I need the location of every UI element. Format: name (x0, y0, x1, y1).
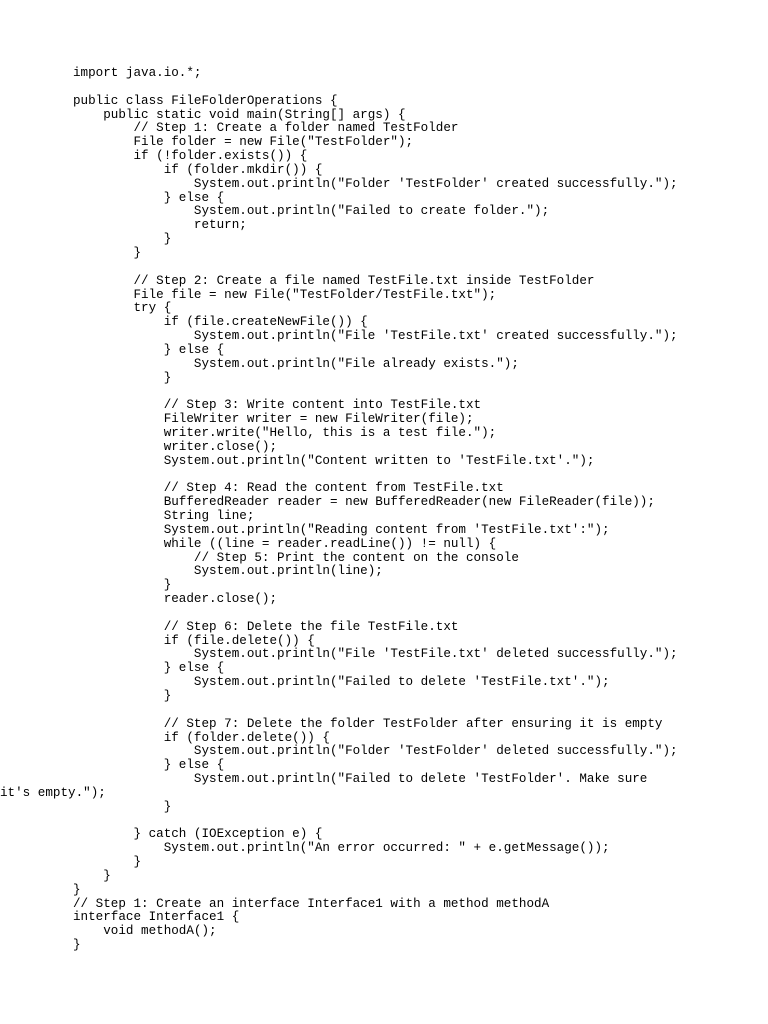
code-line: } else { (73, 190, 225, 205)
code-line: public class FileFolderOperations { (73, 93, 338, 108)
code-line: while ((line = reader.readLine()) != null) { (73, 536, 497, 551)
code-line: System.out.println("An error occurred: " + e.getMessage()); (73, 841, 610, 856)
code-line-wrapped: it's empty."); (0, 785, 106, 800)
code-line: System.out.println("Failed to delete 'TestFile.txt'."); (73, 675, 610, 690)
code-line (73, 81, 678, 95)
code-line: public static void main(String[] args) { (73, 107, 406, 122)
code-line: System.out.println("Failed to delete 'TestFolder'. Make sure (73, 772, 648, 787)
code-line: // Step 3: Write content into TestFile.txt (73, 398, 482, 413)
code-line: // Step 5: Print the content on the console (73, 550, 519, 565)
code-line: } (73, 578, 172, 593)
code-line: if (file.delete()) { (73, 633, 315, 648)
code-line: File file = new File("TestFolder/TestFile.txt"); (73, 287, 497, 302)
code-line: System.out.println("File 'TestFile.txt' deleted successfully."); (73, 647, 678, 662)
code-line: System.out.println("Folder 'TestFolder' created successfully."); (73, 176, 678, 191)
code-line: interface Interface1 { (73, 910, 240, 925)
code-line: try { (73, 301, 172, 316)
code-line (73, 261, 678, 275)
code-line: FileWriter writer = new FileWriter(file); (73, 412, 474, 427)
code-line (73, 815, 678, 829)
code-line: System.out.println("Reading content from 'TestFile.txt':"); (73, 522, 610, 537)
code-line: if (folder.delete()) { (73, 730, 330, 745)
code-line: } else { (73, 758, 225, 773)
code-line: } (73, 882, 81, 897)
code-line: writer.close(); (73, 439, 278, 454)
code-line: } (73, 799, 172, 814)
code-line: System.out.println("Folder 'TestFolder' deleted successfully."); (73, 744, 678, 759)
code-line: // Step 4: Read the content from TestFile.txt (73, 481, 504, 496)
code-line: writer.write("Hello, this is a test file."); (73, 425, 497, 440)
code-line: System.out.println("File 'TestFile.txt' created successfully."); (73, 329, 678, 344)
code-line: BufferedReader reader = new BufferedReader(new FileReader(file)); (73, 495, 655, 510)
code-line: import java.io.*; (73, 66, 202, 80)
code-line: } (73, 688, 172, 703)
code-line: } else { (73, 661, 225, 676)
code-line: if (file.createNewFile()) { (73, 315, 368, 330)
code-line: File folder = new File("TestFolder"); (73, 135, 414, 150)
code-line: if (folder.mkdir()) { (73, 162, 323, 177)
code-line (73, 704, 678, 718)
code-line: reader.close(); (73, 592, 278, 607)
code-line: System.out.println("Content written to 'TestFile.txt'."); (73, 453, 595, 468)
code-line: } (73, 855, 142, 870)
code-line: } (73, 868, 111, 883)
code-line: // Step 7: Delete the folder TestFolder after ensuring it is empty (73, 716, 663, 731)
code-line: } (73, 245, 142, 260)
code-line: // Step 1: Create a folder named TestFolder (73, 121, 459, 136)
code-line: // Step 6: Delete the file TestFile.txt (73, 619, 459, 634)
code-line (73, 607, 678, 621)
code-line: } (73, 370, 172, 385)
code-line: return; (73, 218, 247, 233)
code-line: System.out.println("File already exists."); (73, 356, 519, 371)
code-line: // Step 2: Create a file named TestFile.txt inside TestFolder (73, 273, 595, 288)
code-line: // Step 1: Create an interface Interface1 with a method methodA (73, 896, 550, 911)
code-line: } (73, 938, 81, 953)
code-line: } (73, 232, 172, 247)
code-listing (0, 66, 678, 953)
code-line: System.out.println("Failed to create folder."); (73, 204, 550, 219)
code-line: void methodA(); (73, 924, 217, 939)
code-line: System.out.println(line); (73, 564, 383, 579)
code-line: } catch (IOException e) { (73, 827, 323, 842)
code-line: if (!folder.exists()) { (73, 149, 308, 164)
code-line (73, 385, 678, 399)
code-line (73, 468, 678, 482)
code-line: String line; (73, 509, 255, 523)
code-line: } else { (73, 342, 225, 357)
